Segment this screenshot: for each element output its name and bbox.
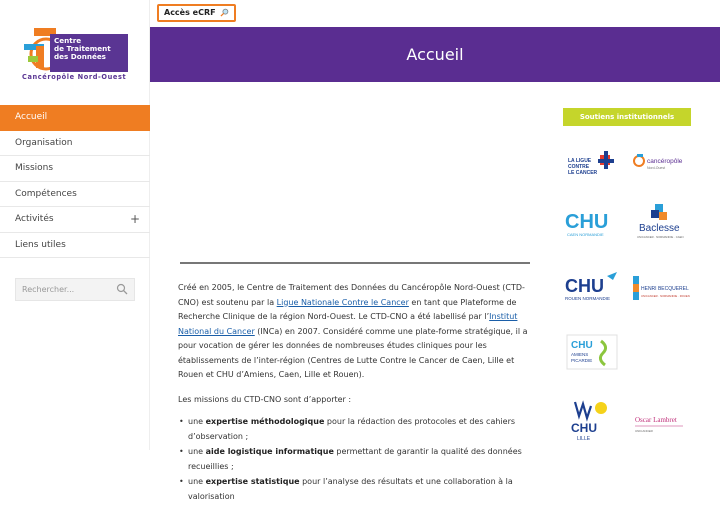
becquerel-logo-icon [631,270,689,306]
nav-item-label: Organisation [15,137,73,148]
partner-logo-chu-amiens[interactable] [563,334,621,370]
partner-text: LILLE [577,436,591,442]
bullet-bold: expertise méthodologique [205,417,325,426]
partner-logo-chu-lille[interactable] [563,398,621,444]
partner-text: LA LIGUE [568,158,592,164]
search-icon[interactable] [116,283,128,295]
partner-text: HENRI BECQUEREL [641,286,689,292]
intro-text-2: en tant que Plateforme de Recherche Clinique de la région Nord-Ouest. Le CTD-CNO a été labellisé par l’ [178,297,517,321]
partner-text: Oscar Lambret [635,416,677,424]
search-input[interactable] [15,278,135,301]
partner-text: CHU [571,421,597,435]
nav-item-label: Compétences [15,188,77,199]
partner-logo-oscar-lambret[interactable] [631,404,689,440]
partner-text: CONTRE [568,164,590,170]
canceropole-logo-icon [631,149,689,179]
partner-text: UNICANCER [635,429,653,433]
partner-text: LE CANCER [568,170,598,176]
intro-paragraph [178,281,536,383]
nav-item-competences[interactable] [0,182,150,208]
nav-item-activites[interactable] [0,207,150,233]
partner-text: UNICANCER · NORMANDIE · CAEN [637,235,684,239]
bullet-text: permettant de garantir la qualité des données recueillies ; [188,447,522,471]
partner-text: UNICANCER · NORMANDIE · ROUEN [641,294,690,298]
ecrf-access-button[interactable] [157,4,236,22]
bullet-text: pour la rédaction des protocoles et des cahiers d’observation ; [188,417,516,441]
partner-text: PICARDIE [571,358,593,363]
partners-heading: Soutiens institutionnels [563,108,691,126]
link-ligue-contre-le-cancer[interactable]: Ligue Nationale Contre le Cancer [276,297,409,307]
intro-text-3: (INCa) en 2007. Considéré comme une plate-forme stratégique, il a pour vocation de gérer les données de nombreuses études cliniques pour les établissements de l’inter-région (Centres de Lutte Contre le Cancer de Caen, Lille et Rouen et CHU d’Amiens, Caen, Lille et Rouen). [178,326,528,379]
list-item [178,415,536,444]
nav-item-organisation[interactable] [0,131,150,157]
intro-text-1: Créé en 2005, le Centre de Traitement des Données du Cancéropôle Nord-Ouest (CTD-CNO) est soutenu par la [178,283,525,307]
chu-amiens-logo-icon [563,333,621,371]
expand-plus-icon[interactable]: + [129,212,140,226]
main-content [178,281,536,505]
partner-text: ROUEN NORMANDIE [565,296,611,301]
logo-line-2: de Traitement [54,44,111,53]
main-nav [0,105,150,258]
list-item [178,445,536,474]
bullet-text: une [188,477,206,486]
chu-lille-logo-icon [563,398,621,444]
partner-logo-becquerel[interactable] [631,270,689,306]
partner-text: CAEN NORMANDIE [567,232,604,237]
bullet-text: une [188,417,206,426]
bullet-text: une [188,447,206,456]
oscar-lambret-logo-icon [631,407,689,437]
logo-line-1: Centre [54,36,82,45]
ligue-logo-icon [566,149,622,179]
partner-logo-baclesse[interactable] [631,204,689,240]
chu-caen-logo-icon [563,204,621,240]
nav-item-label: Accueil [15,112,48,122]
missions-list [178,415,536,504]
search-placeholder: Rechercher... [22,285,75,294]
logo-title-box [50,34,128,72]
partner-logo-chu-rouen[interactable] [563,270,621,306]
partner-text: CHU [565,276,604,296]
partner-text: Baclesse [639,223,680,234]
bullet-bold: expertise statistique [205,477,300,486]
sidebar [0,0,150,450]
nav-item-label: Activités [15,214,54,224]
logo-line-3: des Données [54,52,106,61]
nav-item-liens-utiles[interactable] [0,233,150,259]
site-logo[interactable] [20,24,132,84]
partner-text: AMIENS [571,352,589,357]
bullet-text: pour l’analyse des résultats et une collaboration à la valorisation [188,477,513,501]
link-institut-national-du-cancer[interactable]: Institut National du Cancer [178,312,518,336]
nav-item-accueil[interactable] [0,105,150,131]
partner-logo-canceropole[interactable] [631,146,689,182]
page-title: Accueil [406,45,464,64]
nav-item-label: Liens utiles [15,239,66,250]
content-divider [180,262,530,264]
magnifier-icon [220,8,229,17]
missions-intro: Les missions du CTD-CNO sont d’apporter : [178,394,352,404]
bullet-bold: aide logistique informatique [205,447,334,456]
partner-logo-chu-caen[interactable] [563,204,621,240]
list-item [178,475,536,504]
nav-item-label: Missions [15,163,54,173]
ecrf-label: Accès eCRF [164,8,216,17]
partner-text: Nord-Ouest [647,166,666,170]
baclesse-logo-icon [631,202,689,242]
top-bar [150,0,720,27]
partner-logo-ligue[interactable] [565,146,623,182]
partner-text: CHU [565,211,609,233]
page-header [150,27,720,82]
chu-rouen-logo-icon [563,270,621,306]
logo-subtitle: Cancéropôle Nord-Ouest [22,73,127,81]
partner-text: CHU [571,340,593,351]
partner-text: cancéropôle [647,158,683,165]
nav-item-missions[interactable] [0,156,150,182]
